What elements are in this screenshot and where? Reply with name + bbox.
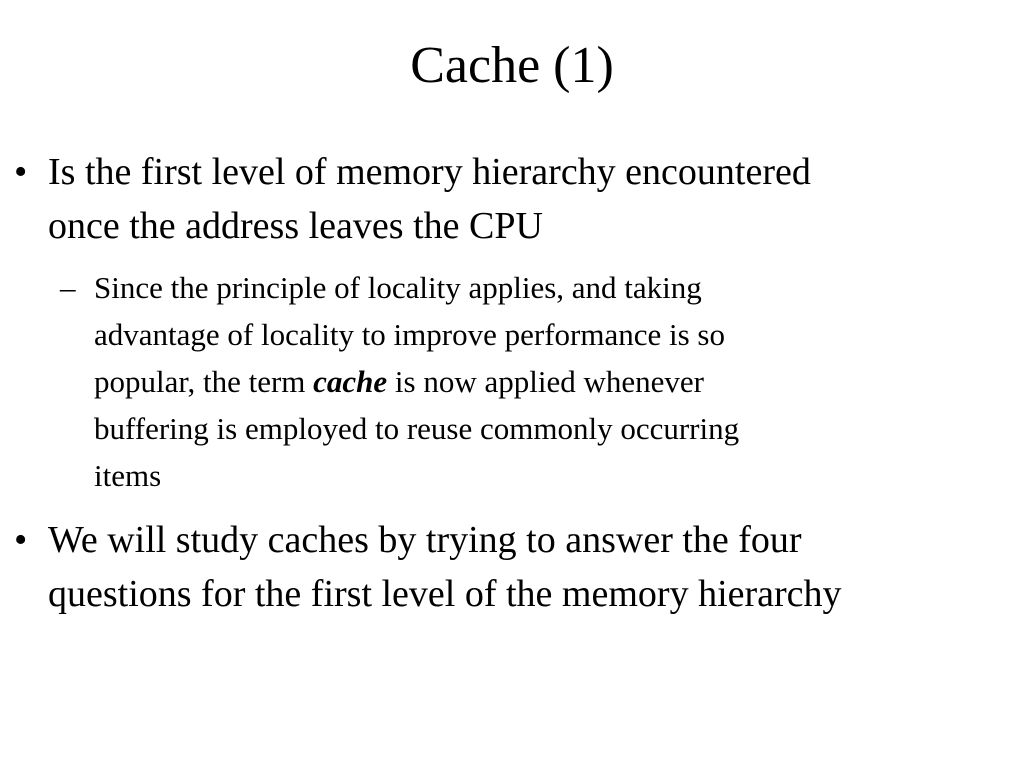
sub-bullet-1-line-3-before: popular, the term	[94, 364, 314, 399]
sub-bullet-1-line-2: advantage of locality to improve performance is so	[94, 317, 725, 352]
slide-title: Cache (1)	[410, 37, 614, 94]
bullet-point-2-text	[48, 513, 1018, 621]
bullet-point-2-line-1: We will study caches by trying to answer the four	[48, 519, 802, 561]
bullet-icon: •	[14, 519, 28, 561]
sub-bullet-1-line-3	[94, 358, 954, 405]
sub-bullet-1-line-1: Since the principle of locality applies, and taking	[94, 270, 702, 305]
bullet-point-1-line-1: Is the first level of memory hierarchy encountered	[48, 151, 811, 193]
bullet-point-1-line-2: once the address leaves the CPU	[48, 205, 543, 247]
dash-icon: –	[60, 270, 76, 305]
sub-bullet-1-line-4: buffering is employed to reuse commonly occurring	[94, 411, 740, 446]
sub-bullet-1-line-5: items	[94, 458, 162, 493]
bullet-point-2-line-2: questions for the first level of the memory hierarchy	[48, 573, 842, 615]
emphasized-term-cache: cache	[313, 364, 388, 399]
bullet-icon: •	[14, 151, 28, 193]
sub-bullet-1-text	[94, 264, 954, 499]
sub-bullet-1-line-3-after: is now applied whenever	[387, 364, 704, 399]
bullet-point-1-text	[48, 145, 1018, 253]
